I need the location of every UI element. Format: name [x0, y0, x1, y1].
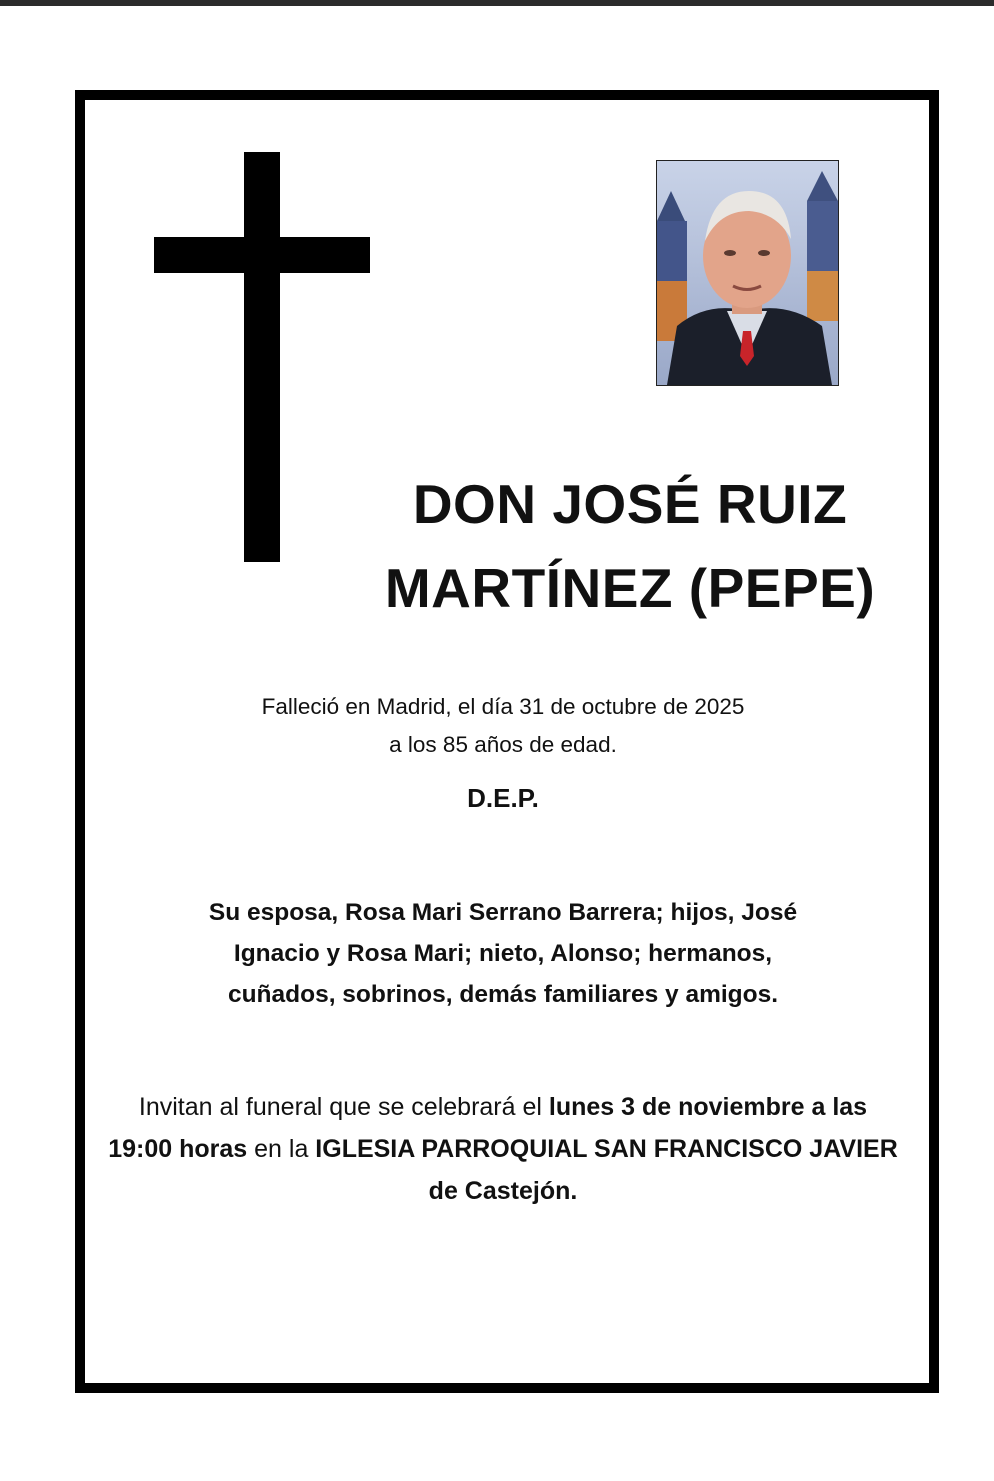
deceased-name-line2: MARTÍNEZ (PEPE) — [384, 557, 876, 619]
death-info — [130, 688, 876, 764]
top-strip — [0, 0, 994, 6]
age-line: a los 85 años de edad. — [389, 732, 617, 757]
family-list — [105, 892, 901, 1015]
family-line2: Ignacio y Rosa Mari; nieto, Alonso; hermanos, — [233, 940, 773, 967]
funeral-place: IGLESIA PARROQUIAL SAN FRANCISCO JAVIER de Castejón. — [315, 1135, 898, 1205]
dep-text: D.E.P. — [467, 783, 539, 813]
family-line1: Su esposa, Rosa Mari Serrano Barrera; hijos, José — [208, 899, 798, 926]
funeral-intro: Invitan al funeral que se celebrará el — [138, 1093, 549, 1121]
death-date-line: Falleció en Madrid, el día 31 de octubre de 2025 — [261, 694, 745, 719]
funeral-datetime: lunes 3 de noviembre a las 19:00 horas — [108, 1093, 868, 1163]
portrait-photo — [656, 160, 839, 386]
funeral-connector: en la — [247, 1135, 316, 1163]
funeral-invitation — [105, 1086, 901, 1212]
deceased-name-line1: DON JOSÉ RUIZ — [412, 473, 848, 535]
cross-icon-bar — [154, 237, 370, 273]
cross-icon — [244, 152, 280, 562]
family-line3: cuñados, sobrinos, demás familiares y amigos. — [227, 981, 779, 1008]
deceased-name — [340, 462, 920, 630]
